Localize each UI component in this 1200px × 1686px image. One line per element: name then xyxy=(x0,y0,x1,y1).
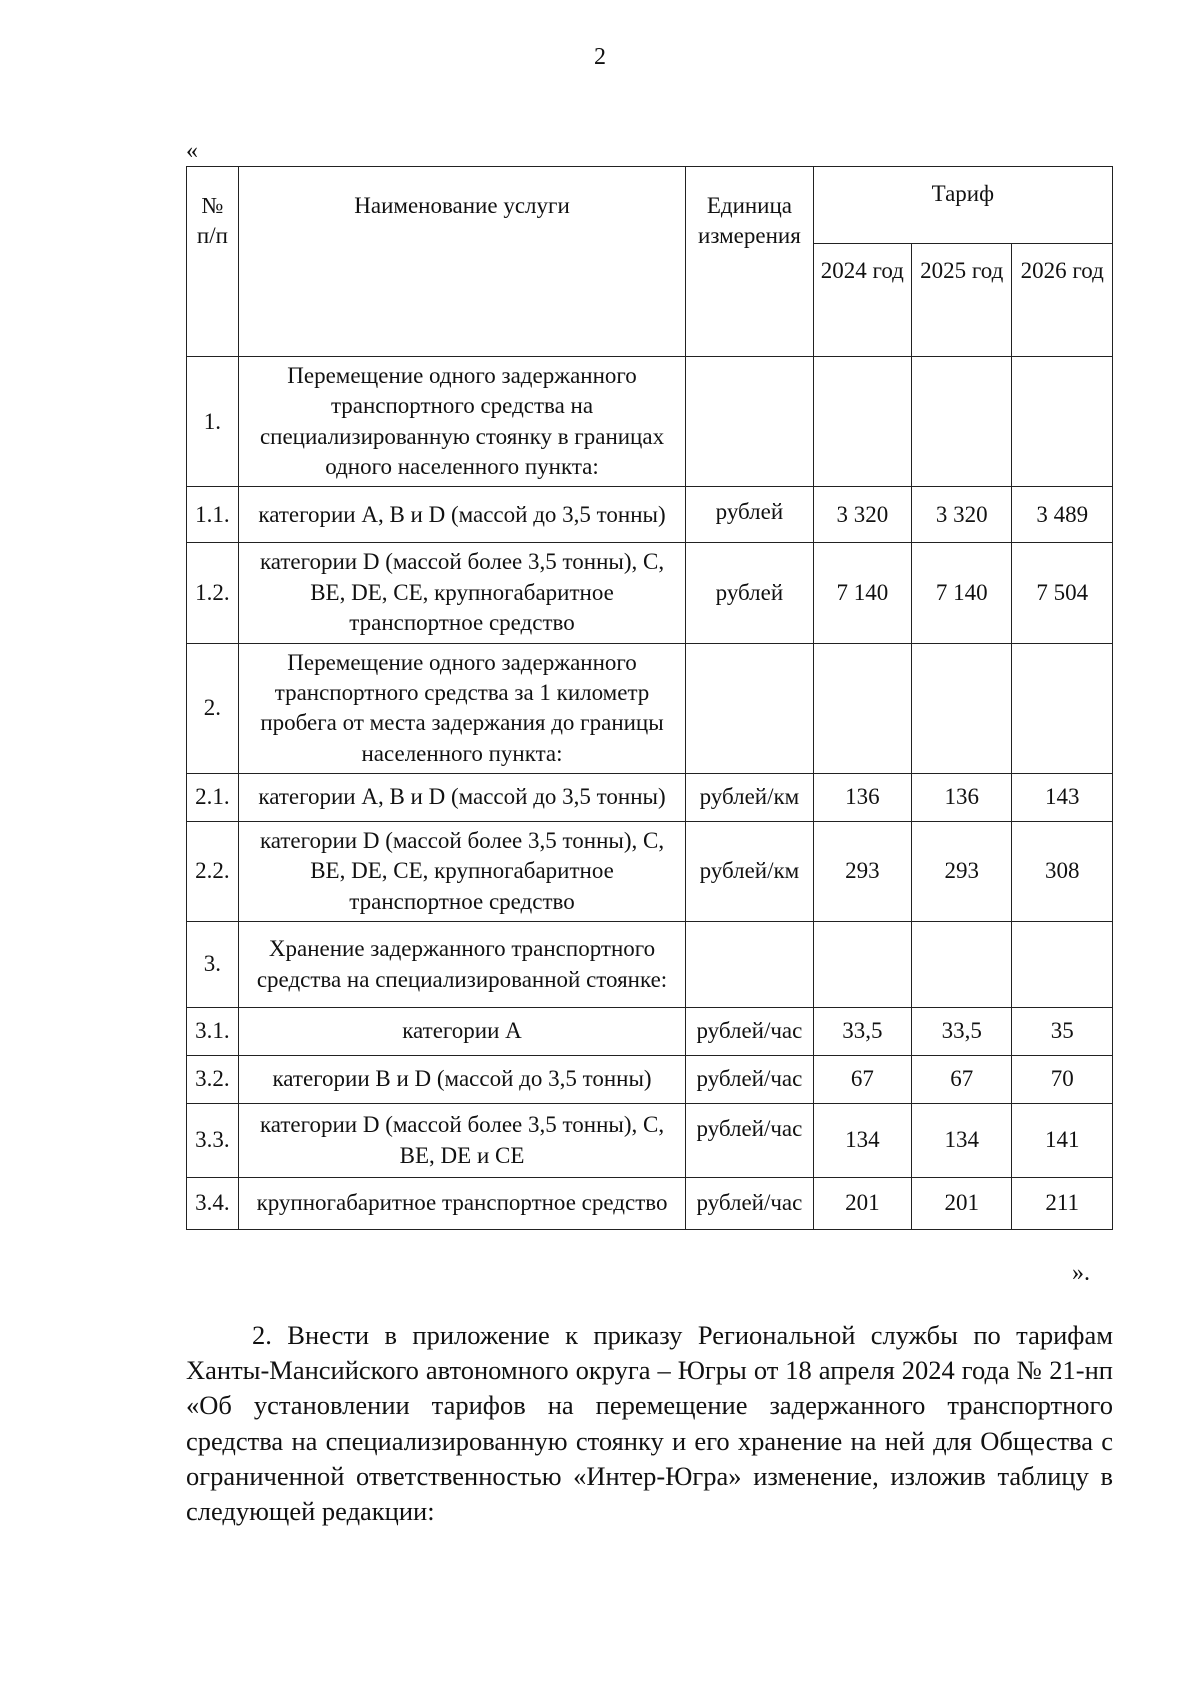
row-value-2026: 3 489 xyxy=(1012,487,1113,543)
row-value-2026: 141 xyxy=(1012,1104,1113,1178)
row-value-2024: 67 xyxy=(813,1056,911,1104)
row-unit xyxy=(686,643,813,773)
header-unit: Единица измерения xyxy=(686,167,813,357)
row-value-2024: 3 320 xyxy=(813,487,911,543)
row-value-2024: 33,5 xyxy=(813,1008,911,1056)
row-value-2026 xyxy=(1012,643,1113,773)
row-num: 1.2. xyxy=(187,543,239,643)
header-year-2026: 2026 год xyxy=(1012,244,1113,357)
row-name: категории А xyxy=(238,1008,685,1056)
table-row xyxy=(187,1104,1113,1178)
table-row xyxy=(187,821,1113,921)
row-value-2024 xyxy=(813,357,911,487)
row-value-2025: 136 xyxy=(911,773,1011,821)
row-num: 3. xyxy=(187,922,239,1008)
table-row xyxy=(187,357,1113,487)
close-quote: ». xyxy=(1072,1260,1090,1286)
row-value-2025 xyxy=(911,922,1011,1008)
row-name: крупногабаритное транспортное средство xyxy=(238,1178,685,1230)
row-num: 2.2. xyxy=(187,821,239,921)
table-row xyxy=(187,922,1113,1008)
row-value-2026: 143 xyxy=(1012,773,1113,821)
row-value-2026: 308 xyxy=(1012,821,1113,921)
row-name: категории А, В и D (массой до 3,5 тонны) xyxy=(238,773,685,821)
row-value-2025 xyxy=(911,357,1011,487)
row-unit: рублей/час xyxy=(686,1104,813,1178)
row-unit xyxy=(686,357,813,487)
row-value-2024: 134 xyxy=(813,1104,911,1178)
row-value-2024: 7 140 xyxy=(813,543,911,643)
row-name: категории D (массой более 3,5 тонны), С, ВЕ, DE, СЕ, крупногабаритное транспортное средство xyxy=(238,543,685,643)
row-value-2026: 7 504 xyxy=(1012,543,1113,643)
row-value-2026: 35 xyxy=(1012,1008,1113,1056)
row-value-2024: 136 xyxy=(813,773,911,821)
row-num: 1. xyxy=(187,357,239,487)
row-value-2025: 201 xyxy=(911,1178,1011,1230)
row-num: 1.1. xyxy=(187,487,239,543)
row-unit: рублей/час xyxy=(686,1008,813,1056)
row-num: 3.4. xyxy=(187,1178,239,1230)
row-unit: рублей/км xyxy=(686,821,813,921)
row-value-2025: 33,5 xyxy=(911,1008,1011,1056)
row-value-2026 xyxy=(1012,922,1113,1008)
row-name: категории А, В и D (массой до 3,5 тонны) xyxy=(238,487,685,543)
row-value-2025: 3 320 xyxy=(911,487,1011,543)
row-unit: рублей xyxy=(686,543,813,643)
header-year-2025: 2025 год xyxy=(911,244,1011,357)
row-name: категории D (массой более 3,5 тонны), С, ВЕ, DE, СЕ, крупногабаритное транспортное средство xyxy=(238,821,685,921)
row-name: Хранение задержанного транспортного средства на специализированной стоянке: xyxy=(238,922,685,1008)
table-row xyxy=(187,643,1113,773)
header-year-2024: 2024 год xyxy=(813,244,911,357)
row-unit xyxy=(686,922,813,1008)
open-quote: « xyxy=(186,138,198,164)
row-unit: рублей/км xyxy=(686,773,813,821)
table-row xyxy=(187,487,1113,543)
row-value-2024 xyxy=(813,643,911,773)
row-value-2024 xyxy=(813,922,911,1008)
row-value-2026: 70 xyxy=(1012,1056,1113,1104)
table-row xyxy=(187,543,1113,643)
table-row xyxy=(187,1008,1113,1056)
table-row xyxy=(187,1178,1113,1230)
row-value-2025: 293 xyxy=(911,821,1011,921)
table-row xyxy=(187,773,1113,821)
row-value-2025: 134 xyxy=(911,1104,1011,1178)
row-name: категории D (массой более 3,5 тонны), С, ВЕ, DE и СЕ xyxy=(238,1104,685,1178)
row-name: Перемещение одного задержанного транспортного средства за 1 километр пробега от места задержания до границы населенного пункта: xyxy=(238,643,685,773)
header-num: № п/п xyxy=(187,167,239,357)
row-value-2026: 211 xyxy=(1012,1178,1113,1230)
row-num: 2.1. xyxy=(187,773,239,821)
page-number: 2 xyxy=(594,44,606,70)
header-name: Наименование услуги xyxy=(238,167,685,357)
row-name: Перемещение одного задержанного транспортного средства на специализированную стоянку в границах одного населенного пункта: xyxy=(238,357,685,487)
table-row xyxy=(187,1056,1113,1104)
row-num: 3.1. xyxy=(187,1008,239,1056)
row-value-2025: 67 xyxy=(911,1056,1011,1104)
body-paragraph: 2. Внести в приложение к приказу Региональной службы по тарифам Ханты-Мансийского автономного округа – Югры от 18 апреля 2024 года № 21-нп «Об установлении тарифов на перемещение задержанного транспортного средства на специализированную стоянку и его хранение на ней для Общества с ограниченной ответственностью «Интер-Югра» изменение, изложив таблицу в следующей редакции: xyxy=(186,1320,1113,1527)
row-value-2024: 201 xyxy=(813,1178,911,1230)
row-num: 3.2. xyxy=(187,1056,239,1104)
row-unit: рублей xyxy=(686,487,813,543)
row-value-2025 xyxy=(911,643,1011,773)
row-value-2025: 7 140 xyxy=(911,543,1011,643)
row-name: категории В и D (массой до 3,5 тонны) xyxy=(238,1056,685,1104)
row-value-2024: 293 xyxy=(813,821,911,921)
header-tariff: Тариф xyxy=(813,167,1112,244)
row-num: 2. xyxy=(187,643,239,773)
row-unit: рублей/час xyxy=(686,1056,813,1104)
tariff-table xyxy=(186,166,1113,1230)
row-num: 3.3. xyxy=(187,1104,239,1178)
row-value-2026 xyxy=(1012,357,1113,487)
row-unit: рублей/час xyxy=(686,1178,813,1230)
